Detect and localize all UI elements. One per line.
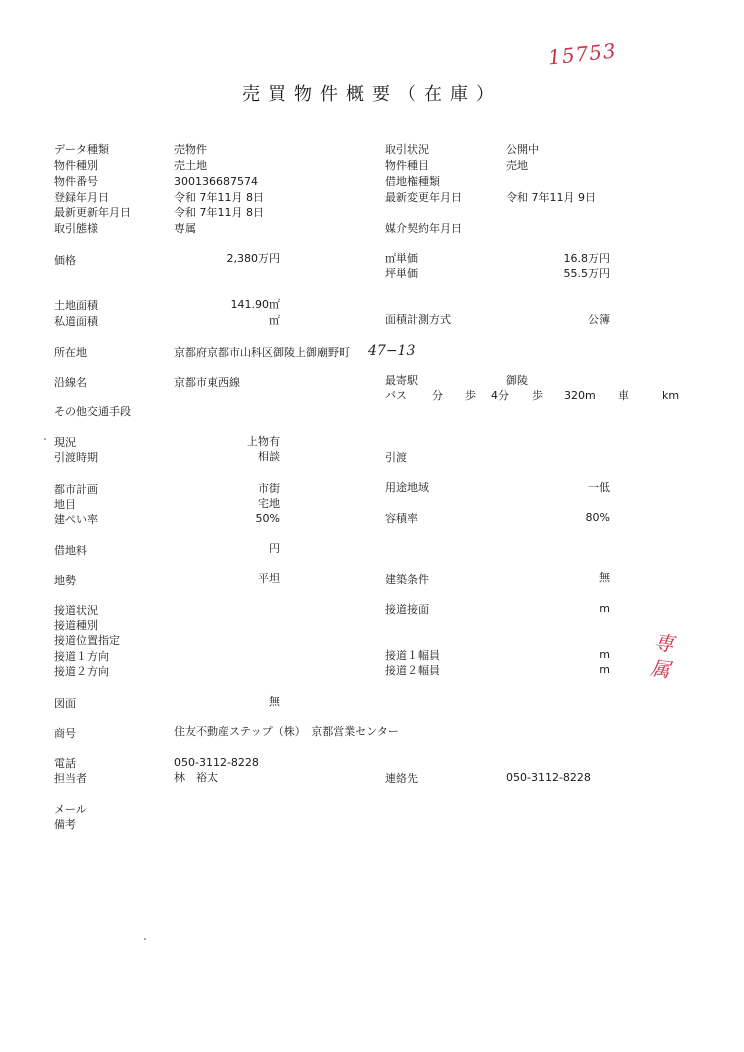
far-value: 80% [585,511,610,524]
price-label: 価格 [54,254,76,267]
road-status-label: 接道状況 [54,604,98,617]
road-frontage-unit: m [599,602,610,615]
walk-label: 歩 [465,389,476,402]
land-category-value: 宅地 [258,497,280,510]
city-plan-label: 都市計画 [54,483,98,496]
price-value: 2,380万円 [226,252,280,265]
land-area-value: 141.90㎡ [230,298,280,311]
distance-value: 320m [564,389,596,402]
trade-name-value: 住友不動産ステップ（株） 京都営業センター [174,725,399,738]
handwritten-address: 47−13 [368,343,416,359]
contact-label: 連絡先 [385,772,418,785]
road-position-label: 接道位置指定 [54,634,120,647]
other-transport-label: その他交通手段 [54,405,131,418]
tsubo-price-value: 55.5万円 [563,267,610,280]
build-condition-label: 建築条件 [385,573,429,586]
station-label: 最寄駅 [385,374,418,387]
handwritten-number: 15753 [546,38,618,70]
property-no-label: 物件番号 [54,175,98,188]
private-road-value: ㎡ [269,314,280,327]
handwritten-note-line1: 専 [652,629,676,657]
city-plan-value: 市街 [258,482,280,495]
road-width2-label: 接道２幅員 [385,664,440,677]
car-label: 車 [618,389,629,402]
measure-value: 公簿 [588,313,610,326]
status-value: 公開中 [506,143,539,156]
tsubo-price-label: 坪単価 [385,267,418,280]
item-label: 物件種目 [385,159,429,172]
coverage-label: 建ぺい率 [54,513,98,526]
sqm-price-label: ㎡単価 [385,252,418,265]
measure-label: 面積計測方式 [385,313,451,326]
changed-value: 令和 7年11月 9日 [506,191,596,204]
person-label: 担当者 [54,772,87,785]
road-dir2-label: 接道２方向 [54,665,109,678]
land-area-label: 土地面積 [54,299,98,312]
data-type-value: 売物件 [174,143,207,156]
zoning-label: 用途地域 [385,481,429,494]
handover-label: 引渡 [385,451,407,464]
note-label: 備考 [54,818,76,831]
contact-value: 050-3112-8228 [506,771,591,784]
updated-label: 最新更新年月日 [54,206,131,219]
phone-label: 電話 [54,757,76,770]
road-frontage-label: 接道接面 [385,603,429,616]
build-condition-value: 無 [599,571,610,584]
current-value: 上物有 [247,435,280,448]
handover-time-value: 相談 [258,450,280,463]
registered-label: 登録年月日 [54,191,109,204]
bus-label: バス [385,389,407,402]
person-value: 林 裕太 [174,771,218,784]
lease-type-label: 借地権種類 [385,175,440,188]
property-no-value: 300136687574 [174,175,258,188]
line-label: 沿線名 [54,376,87,389]
road-width1-unit: m [599,648,610,661]
property-type-label: 物件種別 [54,159,98,172]
road-type-label: 接道種別 [54,619,98,632]
trade-name-label: 商号 [54,727,76,740]
handover-time-label: 引渡時期 [54,451,98,464]
coverage-value: 50% [255,512,280,525]
road-width1-label: 接道１幅員 [385,649,440,662]
deal-type-value: 専属 [174,222,196,235]
deal-type-label: 取引態様 [54,222,98,235]
rent-label: 借地料 [54,544,87,557]
item-value: 売地 [506,159,528,172]
terrain-value: 平坦 [258,572,280,585]
changed-label: 最新変更年月日 [385,191,462,204]
phone-value: 050-3112-8228 [174,756,259,769]
drawing-label: 図面 [54,697,76,710]
km-unit: km [662,389,680,402]
property-type-value: 売土地 [174,159,207,172]
land-category-label: 地目 [54,498,76,511]
drawing-value: 無 [269,695,280,708]
agency-date-label: 媒介契約年月日 [385,222,462,235]
address-value: 京都府京都市山科区御陵上御廟野町 [174,346,350,359]
far-label: 容積率 [385,512,418,525]
station-value: 御陵 [506,374,528,387]
terrain-label: 地勢 [54,574,76,587]
road-width2-unit: m [599,663,610,676]
data-type-label: データ種類 [54,143,109,156]
sqm-price-value: 16.8万円 [563,252,610,265]
scan-speck [44,438,46,440]
bus-min-unit: 分 [432,389,443,402]
updated-value: 令和 7年11月 8日 [174,206,264,219]
road-dir1-label: 接道１方向 [54,650,109,663]
zoning-value: 一低 [588,481,610,494]
line-value: 京都市東西線 [174,376,240,389]
handwritten-note-line2: 属 [648,655,672,683]
scan-speck [144,938,146,940]
current-label: 現況 [54,436,76,449]
private-road-label: 私道面積 [54,315,98,328]
rent-value: 円 [269,542,280,555]
handwritten-note [648,629,675,683]
status-label: 取引状況 [385,143,429,156]
mail-label: メール [54,803,87,816]
address-label: 所在地 [54,346,87,359]
registered-value: 令和 7年11月 8日 [174,191,264,204]
walk2-label: 歩 [532,389,543,402]
page-title: 売買物件概要（在庫） [242,84,502,105]
walk-time: 4分 [491,389,509,402]
